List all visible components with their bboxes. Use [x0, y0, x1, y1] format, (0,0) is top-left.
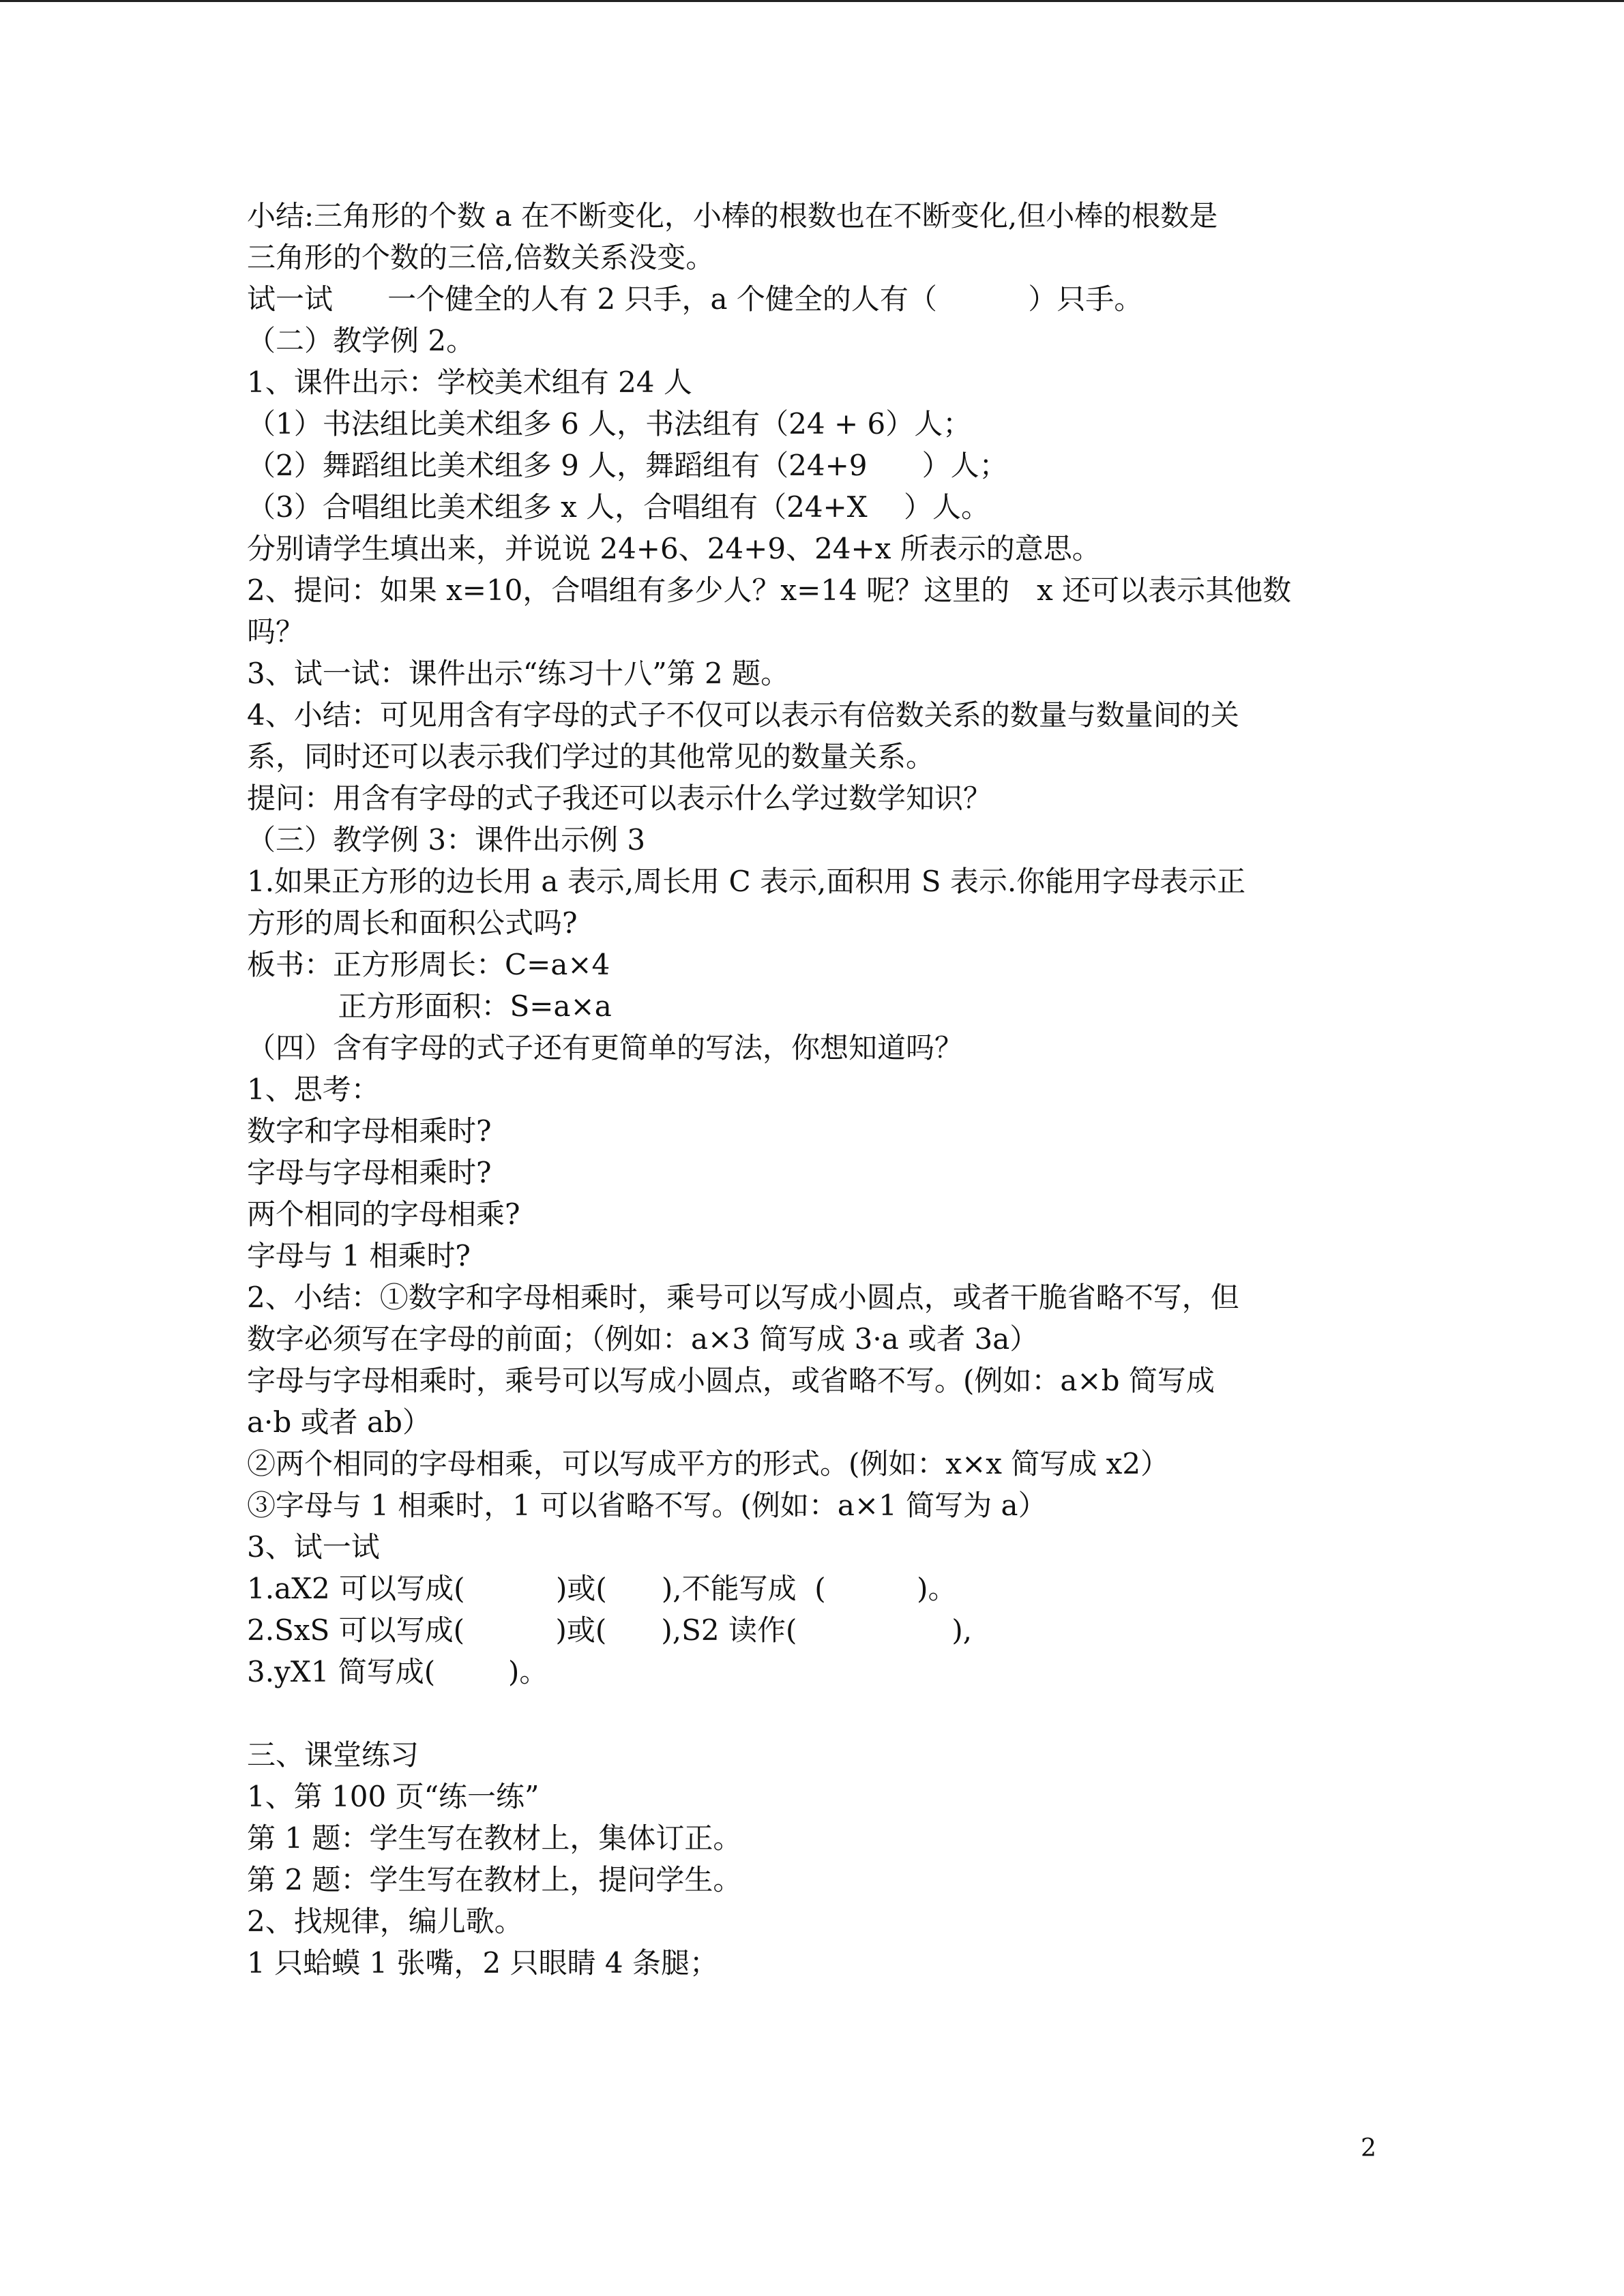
- text-line: 三角形的个数的三倍,倍数关系没变。: [247, 241, 715, 274]
- section-heading: （四）含有字母的式子还有更简单的写法，你想知道吗？: [247, 1031, 964, 1064]
- blank-line: [247, 1693, 1393, 1734]
- text-line: ②两个相同的字母相乘，可以写成平方的形式。(例如：x×x 简写成 x2）: [247, 1447, 1170, 1480]
- text-line: 3、试一试: [247, 1530, 380, 1564]
- text-line: 分别请学生填出来，并说说 24+6、24+9、24+x 所表示的意思。: [247, 532, 1101, 565]
- text-line: 方形的周长和面积公式吗?: [247, 906, 578, 940]
- text-line: 3、试一试：课件出示“练习十八”第 2 题。: [247, 657, 790, 690]
- text-line: 1、第 100 页“练一练”: [247, 1780, 540, 1813]
- text-line: 2、找规律，编儿歌。: [247, 1905, 523, 1938]
- text-line: 1、思考：: [247, 1073, 380, 1106]
- text-line: 第 1 题：学生写在教材上，集体订正。: [247, 1821, 742, 1855]
- section-heading: 三、课堂练习: [247, 1738, 419, 1772]
- text-line: 提问：用含有字母的式子我还可以表示什么学过数学知识？: [247, 781, 992, 815]
- text-line: （2）舞蹈组比美术组多 9 人，舞蹈组有（24+9 ）人；: [247, 449, 1008, 482]
- text-line: 3.yX1 简写成( )。: [247, 1655, 548, 1688]
- text-line: 板书：正方形周长：C=a×4: [247, 948, 610, 981]
- section-heading: （三）教学例 3：课件出示例 3: [247, 823, 646, 856]
- text-line: 小结:三角形的个数 a 在不断变化，小棒的根数也在不断变化,但小棒的根数是: [247, 199, 1218, 233]
- text-line: 系，同时还可以表示我们学过的其他常见的数量关系。: [247, 740, 935, 773]
- text-line: 正方形面积：S=a×a: [247, 989, 612, 1023]
- text-line: 吗？: [247, 615, 305, 648]
- text-line: 字母与字母相乘时?: [247, 1156, 492, 1189]
- text-line: 1、课件出示：学校美术组有 24 人: [247, 366, 692, 399]
- text-line: 字母与字母相乘时，乘号可以写成小圆点，或省略不写。(例如：a×b 简写成: [247, 1364, 1215, 1397]
- text-line: 1 只蛤蟆 1 张嘴，2 只眼睛 4 条腿；: [247, 1946, 718, 1980]
- text-line: a·b 或者 ab）: [247, 1405, 431, 1439]
- text-line: 两个相同的字母相乘?: [247, 1197, 520, 1231]
- text-line: 试一试 一个健全的人有 2 只手，a 个健全的人有（ ）只手。: [247, 282, 1143, 316]
- text-line: 1.aX2 可以写成( )或( ),不能写成 ( )。: [247, 1572, 957, 1605]
- text-line: 2、小结：①数字和字母相乘时，乘号可以写成小圆点，或者干脆省略不写，但: [247, 1281, 1239, 1314]
- section-heading: （二）教学例 2。: [247, 324, 475, 357]
- text-line: 1.如果正方形的边长用 a 表示,周长用 C 表示,面积用 S 表示.你能用字母表示正: [247, 865, 1246, 898]
- text-line: （3）合唱组比美术组多 x 人，合唱组有（24+X ）人。: [247, 490, 990, 524]
- text-line: 数字必须写在字母的前面；（例如：a×3 简写成 3·a 或者 3a）: [247, 1322, 1039, 1356]
- text-line: 字母与 1 相乘时?: [247, 1239, 471, 1272]
- text-line: 2.SxS 可以写成( )或( ),S2 读作( ),: [247, 1613, 973, 1647]
- top-border-rule: [0, 0, 1624, 2]
- text-line: 2、提问：如果 x=10，合唱组有多少人？x=14 呢？这里的 x 还可以表示其他数: [247, 573, 1292, 607]
- text-line: 4、小结：可见用含有字母的式子不仅可以表示有倍数关系的数量与数量间的关: [247, 698, 1239, 732]
- text-line: 第 2 题：学生写在教材上，提问学生。: [247, 1863, 742, 1896]
- text-line: （1）书法组比美术组多 6 人，书法组有（24 + 6）人；: [247, 407, 972, 441]
- document-body: [247, 195, 1393, 1984]
- page-number: 2: [1361, 2134, 1376, 2162]
- text-line: 数字和字母相乘时?: [247, 1114, 492, 1148]
- text-line: ③字母与 1 相乘时，1 可以省略不写。(例如：a×1 简写为 a）: [247, 1489, 1047, 1522]
